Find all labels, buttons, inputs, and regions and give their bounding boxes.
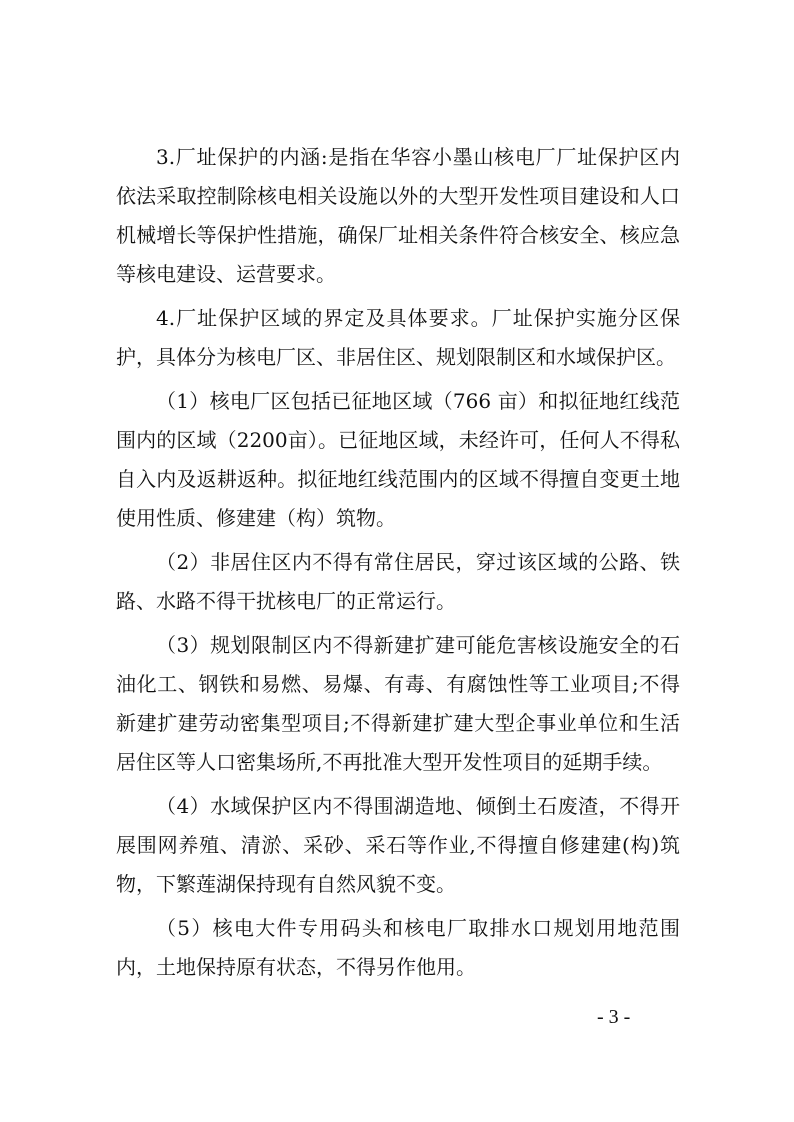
paragraph-wharf-and-intake: （5）核电大件专用码头和核电厂取排水口规划用地范围内，土地保持原有状态，不得另作他用。 [116,916,680,979]
paragraph-non-residential-zone: （2）非居住区内不得有常住居民，穿过该区域的公路、铁路、水路不得干扰核电厂的正常运行。 [116,550,680,613]
paragraph-plant-area: （1）核电厂区包括已征地区域（766 亩）和拟征地红线范围内的区域（2200亩）。已征地区域，未经许可，任何人不得私自入内及返耕返种。拟征地红线范围内的区域不得擅自变更土地使用性质、修建建（构）筑物。 [116,389,680,530]
paragraph-protection-zones: 4.厂址保护区域的界定及具体要求。厂址保护实施分区保护，具体分为核电厂区、非居住区、规划限制区和水域保护区。 [116,306,680,369]
paragraph-water-protection-zone: （4）水域保护区内不得围湖造地、倾倒土石废渣，不得开展围网养殖、清淤、采砂、采石等作业,不得擅自修建建(构)筑物，下繁莲湖保持现有自然风貌不变。 [116,794,680,896]
page-number: - 3 - [597,1006,631,1028]
paragraph-site-protection-meaning: 3.厂址保护的内涵:是指在华容小墨山核电厂厂址保护区内依法采取控制除核电相关设施以外的大型开发性项目建设和人口机械增长等保护性措施，确保厂址相关条件符合核安全、核应急等核电建设、运营要求。 [116,145,680,286]
paragraph-planning-restricted-zone: （3）规划限制区内不得新建扩建可能危害核设施安全的石油化工、钢铁和易燃、易爆、有毒、有腐蚀性等工业项目;不得新建扩建劳动密集型项目;不得新建扩建大型企事业单位和生活居住区等人口密集场所,不再批准大型开发性项目的延期手续。 [116,633,680,774]
document-body [116,138,680,992]
